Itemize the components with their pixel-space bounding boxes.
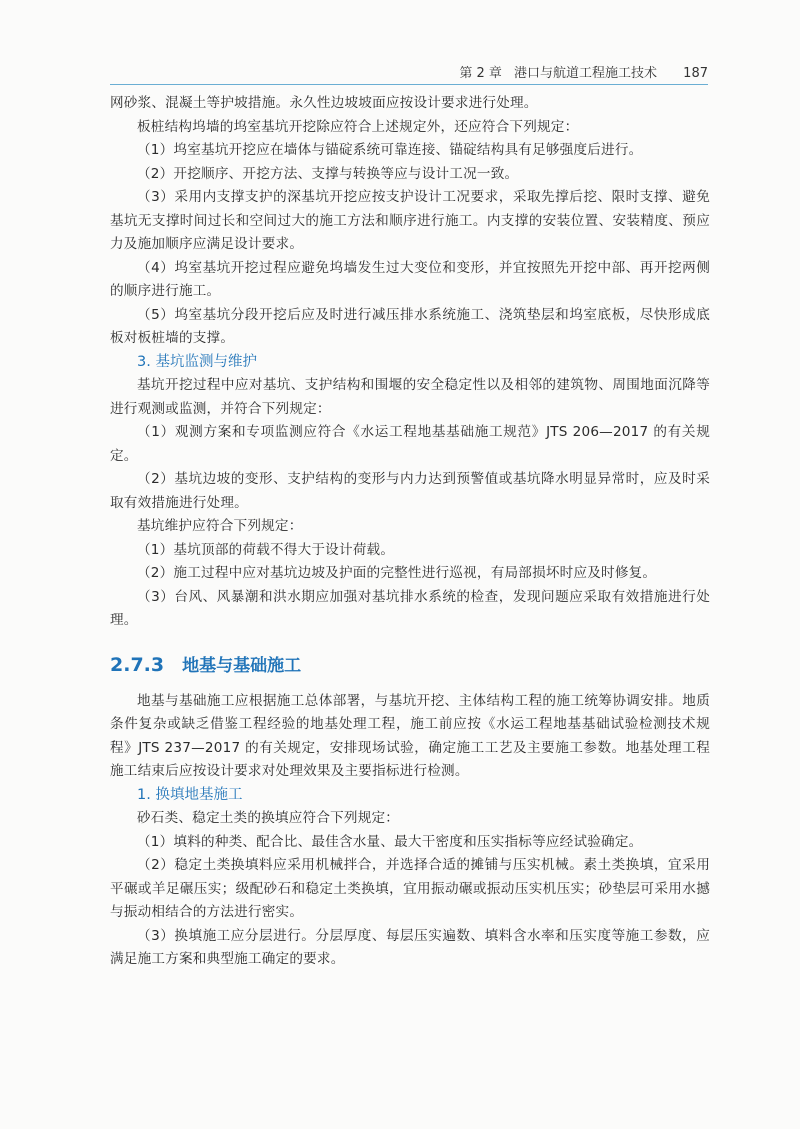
paragraph: （1）坞室基坑开挖应在墙体与锚碇系统可靠连接、锚碇结构具有足够强度后进行。 [137, 142, 643, 158]
section-number: 2.7.3 [110, 653, 165, 676]
paragraph: （3）换填施工应分层进行。分层厚度、每层压实遍数、填料含水率和压实度等施工参数，应满足施工方案和典型施工确定的要求。 [110, 927, 710, 967]
header-rule [110, 84, 708, 85]
paragraph: （3）采用内支撑支护的深基坑开挖应按支护设计工况要求，采取先撑后挖、限时支撑、避免基坑无支撑时间过长和空间过大的施工方法和顺序进行施工。内支撑的安装位置、安装精度、预应力及施加顺序应满足设计要求。 [110, 189, 710, 252]
paragraph: （1）基坑顶部的荷载不得大于设计荷载。 [137, 541, 395, 558]
subsection-heading: 3. 基坑监测与维护 [137, 353, 257, 370]
paragraph: （2）基坑边坡的变形、支护结构的变形与内力达到预警值或基坑降水明显异常时，应及时采取有效措施进行处理。 [110, 471, 710, 511]
chapter-number: 第 2 章 [459, 66, 502, 81]
paragraph: 砂石类、稳定土类的换填应符合下列规定： [137, 810, 400, 826]
paragraph: 网砂浆、混凝土等护坡措施。永久性边坡坡面应按设计要求进行处理。 [110, 95, 538, 111]
paragraph: （1）观测方案和专项监测应符合《水运工程地基基础施工规范》JTS 206—2017 的有关规定。 [110, 424, 710, 464]
paragraph: （3）台风、风暴潮和洪水期应加强对基坑排水系统的检查，发现问题应采取有效措施进行处理。 [110, 588, 710, 628]
paragraph: 板桩结构坞墙的坞室基坑开挖除应符合上述规定外，还应符合下列规定： [137, 118, 579, 135]
page-body [110, 92, 710, 972]
paragraph: 地基与基础施工应根据施工总体部署，与基坑开挖、主体结构工程的施工统筹协调安排。地质条件复杂或缺乏借鉴工程经验的地基处理工程，施工前应按《水运工程地基基础试验检测技术规程》JTS 237—2017 的有关规定，安排现场试验，确定施工工艺及主要施工参数。地基处理工程施工结束后应按设计要求对处理效果及主要指标进行检测。 [110, 692, 710, 779]
section-heading [110, 651, 710, 676]
section-title: 地基与基础施工 [182, 655, 302, 676]
paragraph: 基坑开挖过程中应对基坑、支护结构和围堰的安全稳定性以及相邻的建筑物、周围地面沉降等进行观测或监测，并符合下列规定： [110, 377, 710, 417]
running-header [459, 62, 708, 81]
paragraph: （2）施工过程中应对基坑边坡及护面的完整性进行巡视，有局部损坏时应及时修复。 [137, 565, 657, 581]
page-number: 187 [683, 66, 708, 81]
paragraph: （4）坞室基坑开挖过程应避免坞墙发生过大变位和变形，并宜按照先开挖中部、再开挖两侧的顺序进行施工。 [110, 259, 710, 299]
paragraph: （2）开挖顺序、开挖方法、支撑与转换等应与设计工况一致。 [137, 165, 519, 182]
paragraph: 基坑维护应符合下列规定： [137, 518, 303, 534]
subsection-heading: 1. 换填地基施工 [137, 786, 243, 803]
paragraph: （1）填料的种类、配合比、最佳含水量、最大干密度和压实指标等应经试验确定。 [137, 833, 643, 850]
paragraph: （5）坞室基坑分段开挖后应及时进行减压排水系统施工、浇筑垫层和坞室底板，尽快形成底板对板桩墙的支撑。 [110, 306, 710, 346]
chapter-title: 港口与航道工程施工技术 [514, 66, 658, 81]
paragraph: （2）稳定土类换填料应采用机械拌合，并选择合适的摊铺与压实机械。素土类换填，宜采用平碾或羊足碾压实；级配砂石和稳定土类换填，宜用振动碾或振动压实机压实；砂垫层可采用水撼与振动相结合的方法进行密实。 [110, 857, 710, 920]
